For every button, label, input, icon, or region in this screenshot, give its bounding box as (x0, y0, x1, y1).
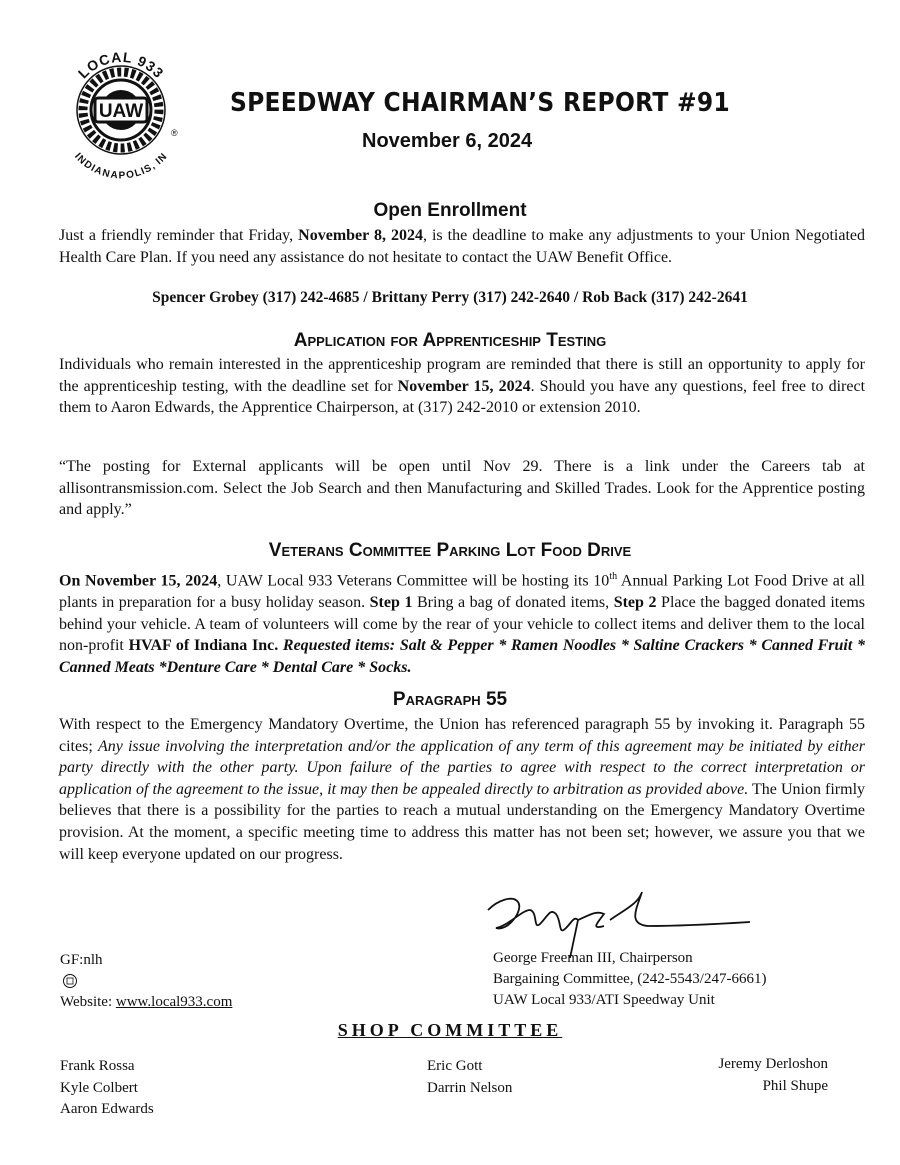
step2-text: Place the bagged donated items behind your vehicle. A team of volunteers will come by the rear of your vehicle to collect items and deliver them to the local non-profit (59, 593, 866, 655)
committee-member: Aaron Edwards (60, 1101, 154, 1117)
step1-label: Step 1 (369, 593, 413, 611)
requested-items: Requested items: Salt & Pepper * Ramen Noodles * Saltine Crackers * Canned Fruit * Canned Meats *Denture Care * Dental Care * Socks. (59, 637, 865, 676)
shop-committee-col3 (718, 1054, 828, 1097)
food-drive-text-a: , UAW Local 933 Veterans Committee will be hosting its 10 (217, 572, 610, 590)
committee-member: Jeremy Derloshon (718, 1056, 828, 1072)
apprenticeship-text-b: . Should you have any questions, feel free to direct them to Aaron Edwards, the Apprentice Chairperson, at (317) 242-2010 or extension 2010. (59, 377, 866, 417)
external-applicants-quote: “The posting for External applicants will be open until Nov 29. There is a link under the Careers tab at allisontransmission.com. Select the Job Search and then Manufacturing and Skilled Trades. Look for the Apprentice posting and apply.” (59, 458, 865, 519)
logo-bottom-text: INDIANAPOLIS, IN (72, 151, 170, 182)
signer-role: Bargaining Committee, (242-5543/247-6661) (493, 971, 767, 987)
food-drive-text (59, 566, 865, 678)
food-drive-heading: Veterans Committee Parking Lot Food Drive (268, 540, 632, 561)
logo-center-text: UAW (98, 101, 144, 122)
food-drive-ordinal: th (609, 571, 618, 582)
report-title: SPEEDWAY CHAIRMAN’S REPORT #91 (230, 88, 730, 118)
website-line (60, 992, 232, 1013)
apprenticeship-deadline: November 15, 2024 (397, 377, 531, 395)
committee-member: Kyle Colbert (60, 1079, 138, 1096)
open-enrollment-heading: Open Enrollment (373, 200, 527, 221)
uaw-local-933-logo (55, 40, 187, 188)
paragraph55-citation: Any issue involving the interpretation and/or the application of any term of this agreement may be initiated by either party directly with the other party. Upon failure of the parties to agree with respect to the correct interpretation or application of the agreement to the issue, it may then be appealed directly to arbitration as provided above. (59, 737, 866, 798)
website-label: Website: (60, 994, 116, 1010)
open-enrollment-text (59, 225, 865, 268)
paragraph55-text (59, 714, 865, 865)
shop-committee-heading-text: SHOP COMMITTEE (337, 1020, 563, 1040)
website-link[interactable]: www.local933.com (115, 994, 233, 1010)
benefit-office-contacts: Spencer Grobey (317) 242-4685 / Brittany Perry (317) 242-2640 / Rob Back (317) 242-2641 (152, 289, 748, 306)
apprenticeship-text (59, 354, 865, 419)
step2-label: Step 2 (613, 593, 657, 611)
open-enrollment-text-b: , is the deadline to make any adjustments to your Union Negotiated Health Care Plan. If you need any assistance do not hesitate to contact the UAW Benefit Office. (59, 227, 866, 266)
apprenticeship-text-a: Individuals who remain interested in the apprenticeship program are reminded that there is still an opportunity to apply for the apprenticeship testing, with the deadline set for (59, 356, 865, 395)
food-drive-org: HVAF of Indiana Inc. (128, 637, 279, 655)
shop-committee-col1 (60, 1056, 154, 1121)
shop-committee-heading (0, 1020, 900, 1041)
signer-name: George Freeman III, Chairperson (493, 950, 693, 966)
food-drive-date: On November 15, 2024 (59, 572, 218, 590)
step1-text: Bring a bag of donated items, (412, 593, 614, 611)
committee-member: Phil Shupe (762, 1077, 828, 1094)
signer-unit: UAW Local 933/ATI Speedway Unit (493, 992, 715, 1008)
open-enrollment-text-a: Just a friendly reminder that Friday, (59, 227, 299, 244)
paragraph55-text-b: The Union firmly believes that there is a possibility for the parties to reach a mutual understanding on the Emergency Mandatory Overtime provision. At the moment, a specific meeting time to address this matter has not been set; however, we assure you that we will keep everyone updated on our progress. (59, 780, 866, 863)
paragraph55-text-a: With respect to the Emergency Mandatory Overtime, the Union has referenced paragraph 55 by invoking it. Paragraph 55 cites; (59, 716, 865, 755)
paragraph55-heading: Paragraph 55 (392, 689, 508, 710)
committee-member: Darrin Nelson (427, 1079, 513, 1096)
signer-block (493, 948, 766, 1011)
report-date: November 6, 2024 (362, 130, 533, 152)
open-enrollment-deadline: November 8, 2024 (298, 227, 423, 244)
committee-member: Frank Rossa (60, 1058, 135, 1074)
shop-committee-col2 (427, 1056, 512, 1099)
registered-mark: ® (171, 128, 178, 138)
committee-member: Eric Gott (427, 1058, 483, 1074)
logo-top-text: LOCAL 933 (74, 48, 168, 82)
svg-text:INDIANAPOLIS, IN (72, 151, 170, 181)
apprenticeship-heading: Application for Apprenticeship Testing (293, 330, 607, 351)
initials: GF:nlh (60, 952, 103, 968)
union-bug-icon (62, 973, 78, 989)
food-drive-text-b: Annual Parking Lot Food Drive at all plants in preparation for a busy holiday season. (59, 572, 866, 611)
